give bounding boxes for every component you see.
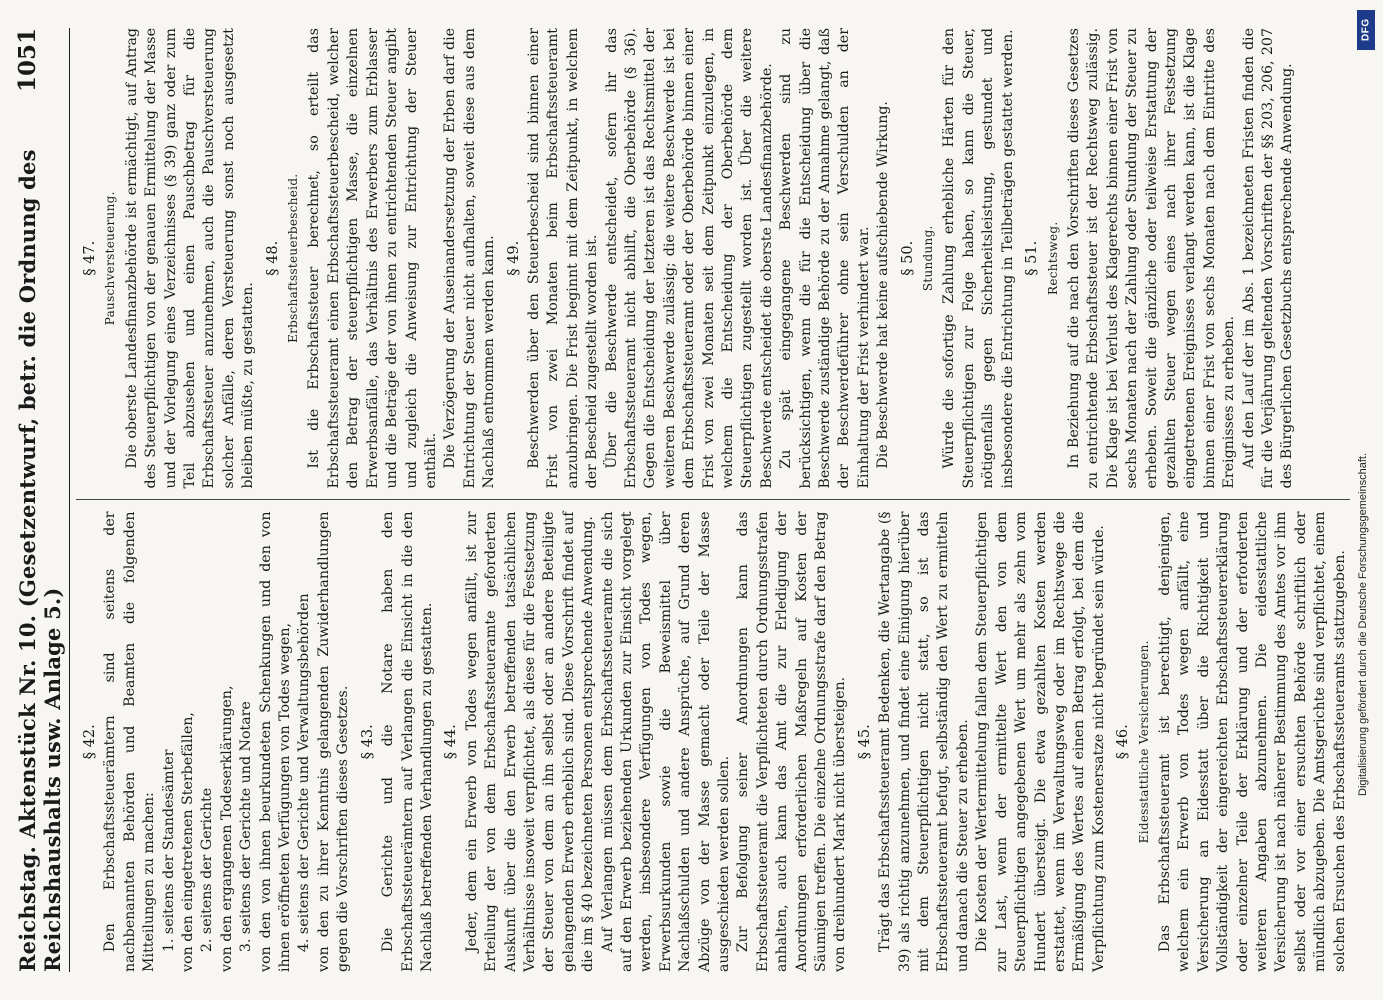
- paragraph: Würde die sofortige Zahlung erhebliche Härten für den Steuerpflichtigen zur Folge haben, so kann die Steuer, nötigenfalls gegen Sicherheitsleistung, gestundet und insbesondere die Entrichtung in Teilbeträgen gestattet werden.: [941, 28, 1016, 489]
- list-item-body: von den eingetretenen Sterbefällen,: [180, 712, 197, 972]
- section-number-43: § 43.: [359, 724, 376, 760]
- list-item-head: 2. seitens der Gerichte: [199, 787, 216, 953]
- section-title: Eidesstattliche Versicherungen.: [1136, 640, 1151, 844]
- list-item-head: 3. seitens der Gerichte und Notare: [238, 701, 255, 953]
- section-title: Pauschversteuerung.: [103, 191, 118, 326]
- section-title: Stundung.: [921, 225, 936, 292]
- paragraph: Die Verzögerung der Auseinandersetzung der Erben darf die Entrichtung der Steuer nicht aufhalten, soweit diese aus dem Nachlaß entnommen werden kann.: [442, 28, 498, 489]
- section-title: Erbschaftssteuerbescheid.: [286, 173, 301, 343]
- running-title: Reichstag. Aktenstück Nr. 10. (Gesetzentwurf, betr. die Ordnung des Reichshaushalts usw. Anlage 5.): [15, 149, 65, 972]
- section-number-51: § 51.: [1024, 240, 1041, 276]
- paragraph: Beschwerden über den Steuerbescheid sind binnen einer Frist von zwei Monaten beim Erbschaftssteueramt anzubringen. Die Frist beginnt mit dem Zeitpunkt, in welchem der Bescheid zugestellt worden ist.: [525, 28, 601, 489]
- paragraph: Auf den Lauf der im Abs. 1 bezeichneten Fristen finden die für die Verjährung geltenden Vorschriften der §§ 203, 206, 207 des Bürgerlichen Gesetzbuchs entsprechende Anwendung.: [1240, 28, 1296, 489]
- paragraph: Den Erbschaftssteuerämtern sind seitens der nachbenannten Behörden und Beamten die folgenden Mitteilungen zu machen:: [102, 511, 158, 972]
- section-number-47: § 47.: [82, 240, 98, 276]
- paragraph: Ist die Erbschaftssteuer berechnet, so erteilt das Erbschaftssteueramt einen Erbschaftssteuerbescheid, welcher den Betrag der steuerpflichtigen Masse, die einzelnen Erwerbsanfälle, das Verhältnis des Erwerbers zum Erblasser und die Beträge der von ihnen zu entrichtenden Steuer angibt und zugleich die Anweisung zur Entrichtung der Steuer enthält.: [306, 28, 439, 489]
- dfg-logo: DFG: [1357, 10, 1375, 50]
- paragraph: Auf Verlangen müssen dem Erbschaftssteueramte die sich auf den Erwerb beziehenden Urkunden zur Einsicht vorgelegt werden, insbesondere Verfügungen von Todes wegen, Erwerbsurkunden sowie die Beweismittel über Nachlaßschulden und andere Ansprüche, auf Grund deren Abzüge von der Masse gemacht oder Teile der Masse ausgeschieden werden sollen.: [599, 511, 732, 972]
- paragraph: Zu spät eingegangene Beschwerden sind zu berücksichtigen, wenn die für die Entscheidung über die Beschwerde zuständige Behörde zu der Annahme gelangt, daß der Beschwerdeführer ohne sein Verschulden an der Einhaltung der Frist verhindert war.: [778, 28, 872, 489]
- right-column: [76, 28, 1350, 501]
- page-header: [14, 28, 70, 972]
- paragraph: Trägt das Erbschaftssteueramt Bedenken, die Wertangabe (§ 39) als richtig anzunehmen, und findet eine Einigung hierüber mit dem Steuerpflichtigen nicht statt, so ist das Erbschaftssteueramt befugt, selbständig den Wert zu ermitteln und danach die Steuer zu erheben.: [877, 511, 971, 972]
- list-item-body: von den zu ihrer Kenntnis gelangenden Zuwiderhandlungen gegen die Vorschriften dieses Gesetzes.: [315, 511, 352, 972]
- section-number-46: § 46.: [1115, 724, 1132, 760]
- paragraph: Zur Befolgung seiner Anordnungen kann das Erbschaftssteueramt die Verpflichteten durch Ordnungsstrafen anhalten, auch kann das Amt die zur Erledigung der Anordnungen erforderlichen Maßregeln auf Kosten der Säumigen treffen. Die einzelne Ordnungsstrafe darf den Betrag von dreihundert Mark nicht übersteigen.: [735, 511, 849, 972]
- section-number-45: § 45.: [856, 724, 873, 760]
- page-number: 1051: [14, 28, 41, 93]
- paragraph: Die Beschwerde hat keine aufschiebende Wirkung.: [875, 101, 892, 469]
- paragraph: Über die Beschwerde entscheidet, sofern ihr das Erbschaftssteueramt nicht abhilft, die Oberbehörde (§ 36). Gegen die Entscheidung der letzteren ist das Rechtsmittel der weiteren Beschwerde zulässig; die weitere Beschwerde ist bei dem Erbschaftssteueramt oder der Oberbehörde binnen einer Frist von zwei Monaten seit dem Zeitpunkt einzulegen, in welchem die Entscheidung der Oberbehörde dem Steuerpflichtigen zugestellt worden ist. Über die weitere Beschwerde entscheidet die oberste Landesfinanzbehörde.: [603, 28, 775, 489]
- section-title: Rechtsweg.: [1045, 221, 1060, 295]
- paragraph: Die Gerichte und die Notare haben den Erbschaftssteuerämtern auf Verlangen die Einsicht in die den Nachlaß betreffenden Verhandlungen zu gestatten.: [380, 511, 435, 972]
- section-number-50: § 50.: [899, 240, 916, 276]
- paragraph: Das Erbschaftssteueramt ist berechtigt, denjenigen, welchem ein Erwerb von Todes wegen anfällt, eine Versicherung an Eidesstatt über die Richtigkeit und Vollständigkeit der eingereichten Erbschaftssteuererklärung oder einzelner Teile der Erklärung und der erforderten weiteren Angaben abzunehmen. Die eidesstattliche Versicherung ist nach näherer Bestimmung des Amtes vor ihm selbst oder vor einer ersuchten Behörde schriftlich oder mündlich abzugeben. Die Amtsgerichte sind verpflichtet, einem solchen Ersuchen des Erbschaftssteueramts stattzugeben.: [1156, 511, 1348, 972]
- section-number-49: § 49.: [505, 240, 522, 276]
- paragraph: In Beziehung auf die nach den Vorschriften dieses Gesetzes zu entrichtende Erbschaftssteuer ist der Rechtsweg zulässig. Die Klage ist bei Verlust des Klagerechts binnen einer Frist von sechs Monaten nach der Zahlung oder Stundung der Steuer zu erheben. Soweit die gänzliche oder teilweise Erstattung der gezahlten Steuer wegen eines nach ihrer Festsetzung eingetretenen Ereignisses verlangt werden kann, ist die Klage binnen einer Frist von sechs Monaten nach dem Eintritte des Ereignisses zu erheben.: [1065, 28, 1238, 489]
- paragraph: Die oberste Landesfinanzbehörde ist ermächtigt, auf Antrag des Steuerpflichtigen von der genauen Ermittelung der Masse und der Vorlegung eines Verzeichnisses (§ 39) ganz oder zum Teil abzusehen und einen Pauschbetrag für die Erbschaftssteuer anzunehmen, auch die Pauschversteuerung solcher Anfälle, deren Versteuerung sonst noch ausgesetzt bleiben müßte, zu gestatten.: [123, 28, 257, 489]
- text-columns: [76, 28, 1350, 972]
- list-item-head: 1. seitens der Standesämter: [160, 749, 177, 953]
- list-item-body: von den ergangenen Todeserklärungen,: [218, 685, 235, 972]
- section-number-42: § 42.: [82, 724, 98, 760]
- paragraph: Die Kosten der Wertermittelung fallen dem Steuerpflichtigen zur Last, wenn der ermittelte Wert den von dem Steuerpflichtigen angegebenen Wert um mehr als zehn vom Hundert übersteigt. Die etwa gezahlten Kosten werden erstattet, wenn im Verwaltungsweg oder im Rechtswege die Ermäßigung des Wertes auf einen Betrag erfolgt, bei dem die Verpflichtung zum Kostenersatze nicht begründet sein würde.: [974, 511, 1107, 972]
- digitization-note: Digitalisierung gefördert durch die Deutsche Forschungsgemeinschaft.: [1357, 452, 1369, 796]
- digitization-sidebar: [1355, 10, 1377, 810]
- list-item-body: von den von ihnen beurkundeten Schenkungen und den von ihnen eröffneten Verfügungen von Todes wegen,: [257, 511, 294, 972]
- left-column: [76, 501, 1350, 973]
- list-item-head: 4. seitens der Gerichte und Verwaltungsbehörden: [296, 593, 313, 953]
- paragraph: Jeder, dem ein Erwerb von Todes wegen anfällt, ist zur Erteilung der von dem Erbschaftssteueramte geforderten Auskunft über die den Erwerb betreffenden tatsächlichen Verhältnisse insoweit verpflichtet, als diese für die Festsetzung der Steuer von dem an ihn selbst oder an andere Beteiligte gelangenden Erwerb erheblich sind. Diese Vorschrift findet auf die im § 40 bezeichneten Personen entsprechende Anwendung.: [463, 511, 597, 972]
- section-number-48: § 48.: [264, 240, 281, 276]
- section-number-44: § 44.: [443, 724, 460, 760]
